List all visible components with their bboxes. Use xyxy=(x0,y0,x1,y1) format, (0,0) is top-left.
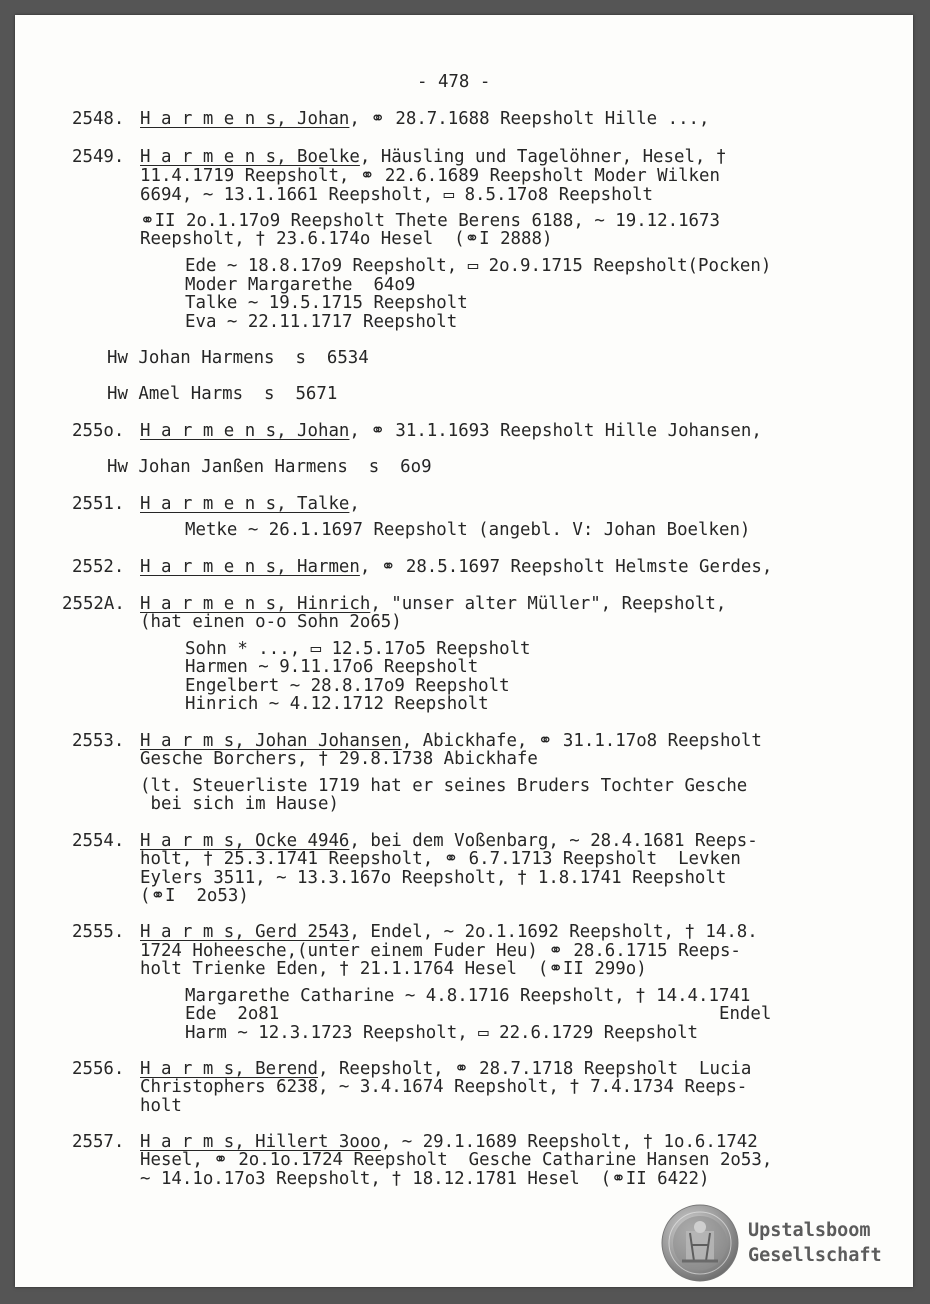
entry-number: 2551. xyxy=(72,494,125,514)
entry-number: 2554. xyxy=(72,831,125,851)
entry-text: , bei dem Voßenbarg, ~ 28.4.1681 Reeps- xyxy=(349,831,758,851)
entry-heading xyxy=(140,422,762,441)
entry-line: Christophers 6238, ~ 3.4.1674 Reepsholt, † 7.4.1734 Reeps- xyxy=(140,1077,748,1097)
entry-number: 2548. xyxy=(72,109,125,129)
entry-name: H a r m e n s, Boelke xyxy=(140,147,360,167)
entry-text: , Häusling und Tagelöhner, Hesel, † xyxy=(359,147,727,167)
entry-note: (lt. Steuerliste 1719 hat er seines Bruders Tochter Gesche xyxy=(140,776,748,796)
entry-text: , Abickhafe, ⚭ 31.1.17o8 Reepsholt xyxy=(401,731,762,751)
entry-number: 2549. xyxy=(72,147,125,167)
brand-line-2: Gesellschaft xyxy=(748,1245,882,1266)
entry-name: H a r m s, Johan Johansen xyxy=(140,731,402,751)
hw-line: Hw Johan Harmens s 6534 xyxy=(107,348,369,368)
entry-line: Gesche Borchers, † 29.8.1738 Abickhafe xyxy=(140,749,538,769)
child-line: Talke ~ 19.5.1715 Reepsholt xyxy=(185,293,468,313)
entry-number: 2552. xyxy=(72,557,125,577)
entry-line: (hat einen o-o Sohn 2o65) xyxy=(140,612,402,632)
entry-note: bei sich im Hause) xyxy=(140,794,339,814)
seal-logo-icon xyxy=(660,1203,740,1283)
entry-line: holt xyxy=(140,1096,182,1116)
entry-line: ~ 14.1o.17o3 Reepsholt, † 18.12.1781 Hesel (⚭II 6422) xyxy=(140,1169,710,1189)
entry-heading xyxy=(140,495,360,514)
entry-text: , Reepsholt, ⚭ 28.7.1718 Reepsholt Lucia xyxy=(318,1059,752,1079)
child-line: Hinrich ~ 4.12.1712 Reepsholt xyxy=(185,694,489,714)
entry-line: holt Trienke Eden, † 21.1.1764 Hesel (⚭II 299o) xyxy=(140,959,647,979)
entry-line: Hesel, ⚭ 2o.1o.1724 Reepsholt Gesche Catharine Hansen 2o53, xyxy=(140,1150,773,1170)
hw-line: Hw Amel Harms s 5671 xyxy=(107,384,338,404)
child-line: Sohn * ..., ▭ 12.5.17o5 Reepsholt xyxy=(185,639,531,659)
entry-number: 2555. xyxy=(72,922,125,942)
entry-text: , ⚭ 28.7.1688 Reepsholt Hille ..., xyxy=(349,109,710,129)
entry-number: 2556. xyxy=(72,1059,125,1079)
entry-line: Eylers 3511, ~ 13.3.167o Reepsholt, † 1.8.1741 Reepsholt xyxy=(140,868,727,888)
entry-heading xyxy=(140,110,710,129)
child-line: Harm ~ 12.3.1723 Reepsholt, ▭ 22.6.1729 Reepsholt xyxy=(185,1023,699,1043)
entry-name: H a r m s, Hillert 3ooo xyxy=(140,1132,381,1152)
entry-text: , xyxy=(349,494,360,514)
entry-name: H a r m e n s, Harmen xyxy=(140,557,360,577)
entry-name: H a r m e n s, Talke xyxy=(140,494,350,514)
child-line: Ede ~ 18.8.17o9 Reepsholt, ▭ 2o.9.1715 Reepsholt(Pocken) xyxy=(185,256,772,276)
entry-name: H a r m e n s, Johan xyxy=(140,421,350,441)
entry-line: Reepsholt, † 23.6.174o Hesel (⚭I 2888) xyxy=(140,229,553,249)
child-line: Eva ~ 22.11.1717 Reepsholt xyxy=(185,312,458,332)
entry-name: H a r m s, Ocke 4946 xyxy=(140,831,350,851)
entry-text: , ⚭ 31.1.1693 Reepsholt Hille Johansen, xyxy=(349,421,762,441)
child-line: Metke ~ 26.1.1697 Reepsholt (angebl. V: Johan Boelken) xyxy=(185,520,751,540)
entry-number: 255o. xyxy=(72,421,125,441)
entry-name: H a r m s, Gerd 2543 xyxy=(140,922,350,942)
entry-line: 11.4.1719 Reepsholt, ⚭ 22.6.1689 Reepsholt Moder Wilken xyxy=(140,166,720,186)
entry-name: H a r m e n s, Hinrich xyxy=(140,594,371,614)
entry-name: H a r m e n s, Johan xyxy=(140,109,350,129)
entry-line: 6694, ~ 13.1.1661 Reepsholt, ▭ 8.5.17o8 Reepsholt xyxy=(140,185,654,205)
entry-text: , ⚭ 28.5.1697 Reepsholt Helmste Gerdes, xyxy=(359,557,773,577)
brand-name xyxy=(748,1218,882,1268)
entry-text: , ~ 29.1.1689 Reepsholt, † 1o.6.1742 xyxy=(380,1132,758,1152)
entry-text: , Endel, ~ 2o.1.1692 Reepsholt, † 14.8. xyxy=(349,922,758,942)
entry-text: , "unser alter Müller", Reepsholt, xyxy=(370,594,727,614)
document-page xyxy=(15,15,913,1287)
child-line: Margarethe Catharine ~ 4.8.1716 Reepsholt, † 14.4.1741 xyxy=(185,986,751,1006)
entry-number: 2553. xyxy=(72,731,125,751)
child-line: Ede 2o81 Endel xyxy=(185,1004,772,1024)
entry-line: ⚭II 2o.1.17o9 Reepsholt Thete Berens 6188, ~ 19.12.1673 xyxy=(140,211,720,231)
entry-line: 1724 Hoheesche,(unter einem Fuder Heu) ⚭ 28.6.1715 Reeps- xyxy=(140,941,741,961)
child-line: Harmen ~ 9.11.17o6 Reepsholt xyxy=(185,657,479,677)
entry-line: (⚭I 2o53) xyxy=(140,886,249,906)
hw-line: Hw Johan Janßen Harmens s 6o9 xyxy=(107,457,432,477)
entry-name: H a r m s, Berend xyxy=(140,1059,318,1079)
entry-number: 2557. xyxy=(72,1132,125,1152)
entry-heading xyxy=(140,923,758,942)
brand-line-1: Upstalsboom xyxy=(748,1220,871,1241)
entry-line: holt, † 25.3.1741 Reepsholt, ⚭ 6.7.1713 Reepsholt Levken xyxy=(140,849,741,869)
entry-heading xyxy=(140,148,726,167)
child-line: Moder Margarethe 64o9 xyxy=(185,275,416,295)
entry-number: 2552A. xyxy=(62,594,125,614)
page-number: - 478 - xyxy=(417,72,491,92)
entry-heading xyxy=(140,558,772,577)
child-line: Engelbert ~ 28.8.17o9 Reepsholt xyxy=(185,676,510,696)
